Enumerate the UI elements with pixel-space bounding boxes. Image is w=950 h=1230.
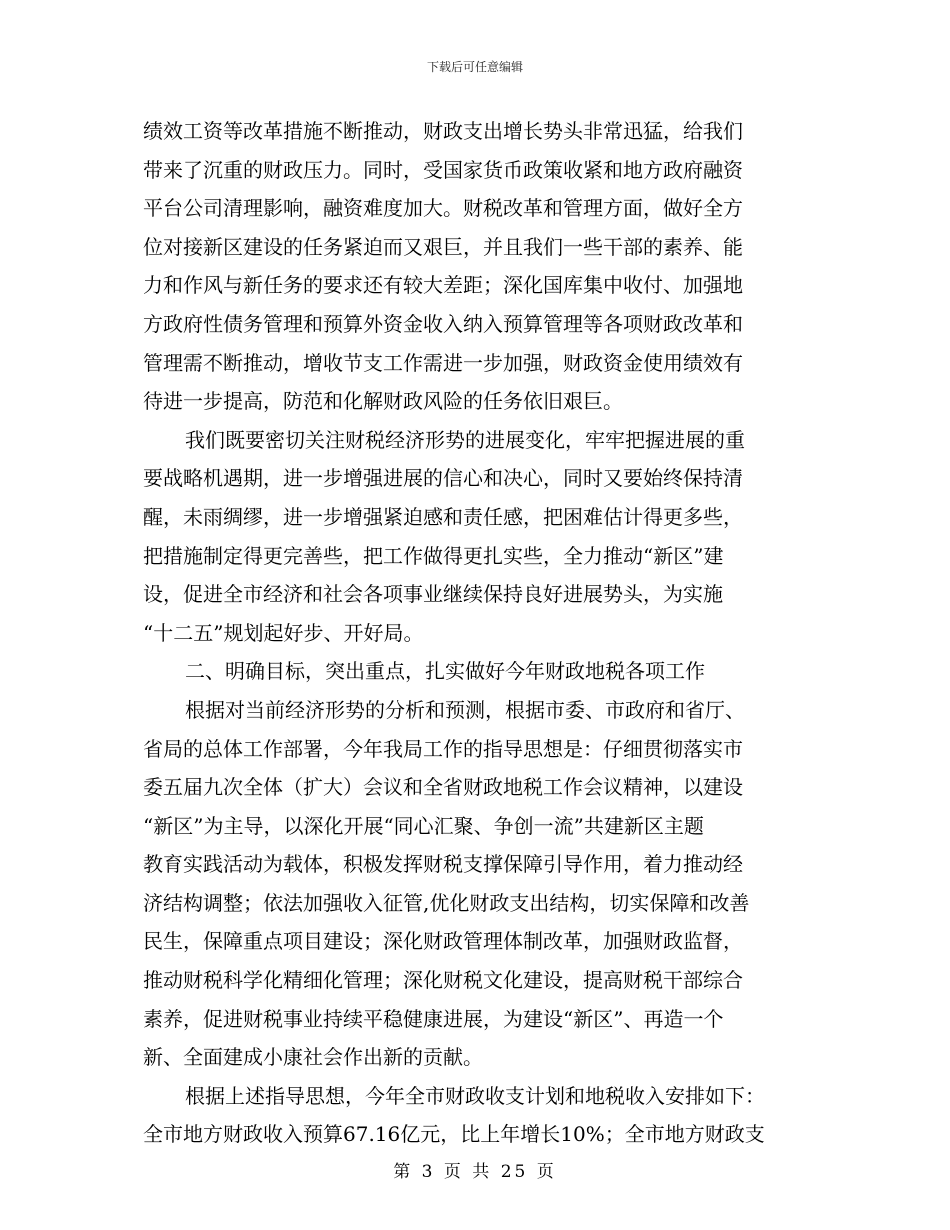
page-header: 下载后可任意编辑 xyxy=(426,60,523,74)
text-line: 全市地方财政收入预算67.16亿元，比上年增长10%；全市地方财政支 xyxy=(143,1122,765,1147)
text-line: 把措施制定得更完善些，把工作做得更扎实些，全力推动“新区”建 xyxy=(143,543,724,568)
text-line: 力和作风与新任务的要求还有较大差距；深化国库集中收付、加强地 xyxy=(143,273,743,298)
text-line: 平台公司清理影响，融资难度加大。财税改革和管理方面，做好全方 xyxy=(143,196,743,221)
text-line: 民生，保障重点项目建设；深化财政管理体制改革，加强财政监督， xyxy=(143,929,743,954)
text-line: 根据对当前经济形势的分析和预测，根据市委、市政府和省厅、 xyxy=(185,697,745,722)
text-line: 方政府性债务管理和预算外资金收入纳入预算管理等各项财政改革和 xyxy=(143,311,743,336)
text-line: 二、明确目标，突出重点，扎实做好今年财政地税各项工作 xyxy=(185,659,705,684)
text-line: 设，促进全市经济和社会各项事业继续保持良好进展势头，为实施 xyxy=(143,582,723,607)
page-footer: 第 3 页 共 25 页 xyxy=(393,1162,557,1182)
text-line: 带来了沉重的财政压力。同时，受国家货币政策收紧和地方政府融资 xyxy=(143,157,743,182)
text-line: 管理需不断推动，增收节支工作需进一步加强，财政资金使用绩效有 xyxy=(143,350,743,375)
text-line: 醒，未雨绸缪，进一步增强紧迫感和责任感，把困难估计得更多些， xyxy=(143,504,743,529)
text-line: 根据上述指导思想，今年全市财政收支计划和地税收入安排如下： xyxy=(185,1083,765,1108)
text-line: 省局的总体工作部署，今年我局工作的指导思想是：仔细贯彻落实市 xyxy=(143,736,743,761)
text-line: 委五届九次全体（扩大）会议和全省财政地税工作会议精神，以建设 xyxy=(143,775,743,800)
text-line: 推动财税科学化精细化管理；深化财税文化建设，提高财税干部综合 xyxy=(143,968,743,993)
text-line: 待进一步提高，防范和化解财政风险的任务依旧艰巨。 xyxy=(143,389,623,414)
text-line: 新、全面建成小康社会作出新的贡献。 xyxy=(143,1045,483,1070)
text-line: 教育实践活动为载体，积极发挥财税支撑保障引导作用，着力推动经 xyxy=(143,852,743,877)
text-line: 素养，促进财税事业持续平稳健康进展，为建设“新区”、再造一个 xyxy=(143,1006,724,1031)
text-line: 要战略机遇期，进一步增强进展的信心和决心，同时又要始终保持清 xyxy=(143,466,743,491)
document-body xyxy=(143,112,803,1154)
text-line: 我们既要密切关注财税经济形势的进展变化，牢牢把握进展的重 xyxy=(185,427,745,452)
text-line: “十二五”规划起好步、开好局。 xyxy=(143,620,424,645)
text-line: “新区”为主导，以深化开展“同心汇聚、争创一流”共建新区主题 xyxy=(143,813,704,838)
text-line: 绩效工资等改革措施不断推动，财政支出增长势头非常迅猛，给我们 xyxy=(143,119,743,143)
text-line: 济结构调整；依法加强收入征管,优化财政支出结构，切实保障和改善 xyxy=(143,890,750,915)
text-line: 位对接新区建设的任务紧迫而又艰巨，并且我们一些干部的素养、能 xyxy=(143,234,743,259)
